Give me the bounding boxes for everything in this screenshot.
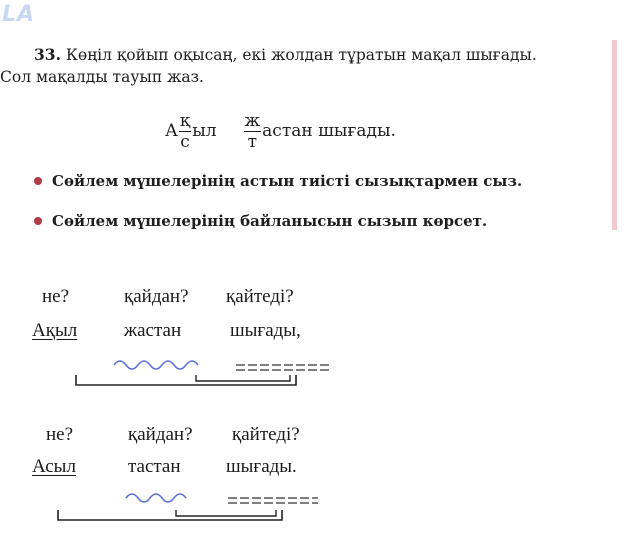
riddle-letter-a: А: [165, 121, 178, 141]
answer1-adverbial: жастан: [124, 320, 182, 341]
link-bracket-2-long: [58, 510, 282, 520]
answer1-question-2: қайдан?: [124, 286, 189, 307]
task-line-1-text: Көңіл қойып оқысаң, екі жолдан тұратын мақал шығады.: [65, 46, 537, 64]
answer2-adverbial: тастан: [128, 456, 181, 477]
answer1-subject: Ақыл: [32, 320, 78, 341]
riddle-word-1-rest: ыл: [192, 121, 217, 141]
task-line-2: Сол мақалды тауып жаз.: [0, 68, 204, 86]
logo: LA: [2, 2, 36, 27]
answer2-subject: Асыл: [32, 456, 76, 477]
answer2-question-3: қайтеді?: [232, 424, 300, 445]
wavy-underline-2: [126, 494, 186, 502]
fraction-2-bottom: т: [247, 131, 258, 152]
answer2-question-1: не?: [46, 424, 74, 445]
answer1-predicate: шығады,: [230, 320, 301, 341]
answer2-question-2: қайдан?: [128, 424, 193, 445]
answer1-question-1: не?: [42, 286, 70, 307]
link-bracket-2-short: [176, 510, 276, 516]
task-number: 33.: [34, 45, 61, 64]
fraction-1-top: қ: [179, 110, 191, 131]
instruction-text: Сөйлем мүшелерінің байланысын сызып көрсет.: [52, 212, 488, 230]
wavy-underline-1: [114, 361, 198, 369]
fraction-1-bottom: с: [180, 131, 190, 152]
answer1-question-3: қайтеді?: [226, 286, 294, 307]
riddle-word-2-rest: астан шығады.: [262, 121, 396, 141]
answer2-predicate: шығады.: [226, 456, 297, 477]
link-bracket-1-short: [196, 375, 290, 381]
fraction-2-top: ж: [244, 110, 261, 131]
link-bracket-1-long: [76, 375, 296, 385]
instruction-text: Сөйлем мүшелерінің астын тиісті сызықтармен сыз.: [52, 172, 523, 190]
